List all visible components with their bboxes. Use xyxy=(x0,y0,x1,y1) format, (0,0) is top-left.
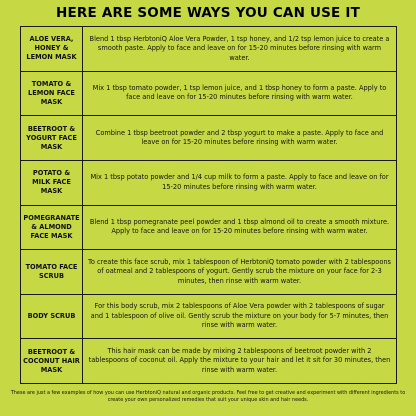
recipe-name: ALOE VERA, HONEY & LEMON MASK xyxy=(21,27,83,71)
recipe-description: Mix 1 tbsp potato powder and 1/4 cup milk to form a paste. Apply to face and leave on for 15-20 minutes before rinsing with warm water. xyxy=(90,173,389,191)
recipe-description: For this body scrub, mix 2 tablespoons of Aloe Vera powder with 2 tablespoons of sugar and 1 tablespoon of olive oil. Gently scrub the mixture on your body for 5-7 minutes, then rinse with warm water. xyxy=(90,302,389,330)
recipe-name: POTATO & MILK FACE MASK xyxy=(21,161,83,205)
table-row xyxy=(21,339,396,383)
page-title: HERE ARE SOME WAYS YOU CAN USE IT xyxy=(55,5,361,21)
recipe-description: Mix 1 tbsp tomato powder, 1 tsp lemon juice, and 1 tbsp honey to form a paste. Apply to face and leave on for 15-20 minutes before rinsing with warm water. xyxy=(92,84,387,102)
table-row xyxy=(21,161,396,206)
recipe-name: POMEGRANATE & ALMOND FACE MASK xyxy=(21,206,83,250)
recipe-description: Blend 1 tbsp HerbtoniQ Aloe Vera Powder, 1 tsp honey, and 1/2 tsp lemon juice to create a smooth paste. Apply to face and leave on for 15-20 minutes before rinsing with warm water. xyxy=(89,34,390,62)
recipe-description: To create this face scrub, mix 1 tablespoon of HerbtoniQ tomato powder with 2 tablespoons of oatmeal and 2 tablespoons of yogurt. Gently scrub the mixture on your face for 2-3 minutes, then rinse with warm water. xyxy=(88,257,391,285)
footnote: These are just a few examples of how you can use HerbtoniQ natural and organic products. Feel free to get creative and experiment with different ingredients to create your own personalized remedies that suit your unique skin and hair needs. xyxy=(10,390,406,403)
recipe-name: BODY SCRUB xyxy=(21,295,83,339)
table-row xyxy=(21,116,396,161)
table-row xyxy=(21,206,396,251)
recipe-description: This hair mask can be made by mixing 2 tablespoons of beetroot powder with 2 tablespoons of coconut oil. Apply the mixture to your hair and let it sit for 30 minutes, then rinse with warm water. xyxy=(88,347,391,374)
recipe-name: BEETROOT & YOGURT FACE MASK xyxy=(21,116,83,160)
recipe-name: TOMATO & LEMON FACE MASK xyxy=(21,72,83,116)
table-row xyxy=(21,295,396,340)
table-row xyxy=(21,27,396,72)
recipe-name: BEETROOT & COCONUT HAIR MASK xyxy=(21,339,83,383)
recipe-name: TOMATO FACE SCRUB xyxy=(21,250,83,294)
usage-table xyxy=(20,26,397,384)
table-row xyxy=(21,250,396,295)
recipe-description: Blend 1 tbsp pomegranate peel powder and 1 tbsp almond oil to create a smooth mixture. Apply to face and leave on for 15-20 minutes before rinsing with warm water. xyxy=(89,217,390,236)
table-row xyxy=(21,72,396,117)
recipe-description: Combine 1 tbsp beetroot powder and 2 tbsp yogurt to make a paste. Apply to face and leave on for 15-20 minutes before rinsing with warm water. xyxy=(95,128,384,147)
